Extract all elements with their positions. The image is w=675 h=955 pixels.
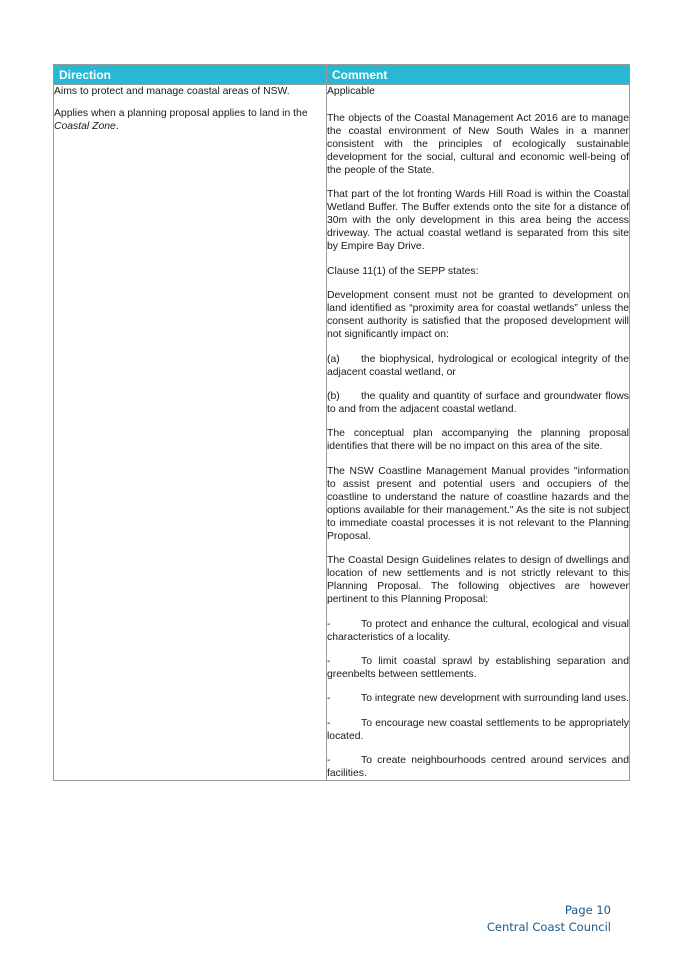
- dash-marker: -: [327, 655, 331, 667]
- objective-text: To limit coastal sprawl by establishing separation and greenbelts between settlements.: [327, 655, 629, 680]
- objective-item: [327, 754, 629, 780]
- page-number: Page 10: [564, 903, 611, 917]
- comment-consent: Development consent must not be granted to development on land identified as “proximity area for coastal wetlands” unless the consent authority is satisfied that the proposed development will not significantly impact on:: [327, 290, 629, 341]
- objective-item: [327, 655, 629, 681]
- comment-conceptual-plan: The conceptual plan accompanying the planning proposal identifies that there will be no impact on this area of the site.: [327, 428, 629, 453]
- item-b-marker: (b): [327, 390, 340, 402]
- objective-text: To integrate new development with surrounding land uses.: [361, 693, 630, 705]
- table-header-row: [54, 65, 630, 85]
- objective-text: To protect and enhance the cultural, ecological and visual characteristics of a locality.: [327, 618, 629, 643]
- direction-applies-text: Applies when a planning proposal applies to land in the: [54, 108, 308, 119]
- dash-marker: -: [327, 693, 331, 705]
- comment-design-guidelines: The Coastal Design Guidelines relates to design of dwellings and location of new settlements and is not strictly relevant to this Planning Proposal. The following objectives are however pertinent to this Planning Proposal:: [327, 555, 629, 606]
- comment-clause: Clause 11(1) of the SEPP states:: [327, 265, 479, 277]
- comment-coastline-manual: The NSW Coastline Management Manual provides "information to assist present and potential users and occupiers of the coastline to understand the nature of coastline hazards and the options available for their management." As the site is not subject to immediate coastal processes it is not relevant to the Planning Proposal.: [327, 465, 629, 542]
- comment-applicable: Applicable: [327, 86, 375, 97]
- direction-comment-table: [53, 64, 630, 781]
- direction-applies: [54, 107, 326, 133]
- direction-applies-end: .: [115, 121, 119, 132]
- item-b-text: the quality and quantity of surface and groundwater flows to and from the adjacent coastal wetland.: [327, 390, 629, 415]
- direction-cell: [54, 85, 327, 781]
- dash-marker: -: [327, 618, 331, 630]
- comment-objects: The objects of the Coastal Management Act 2016 are to manage the coastal environment of New South Wales in a manner consistent with the principles of ecologically sustainable development for the social, cultural and economic well-being of the people of the State.: [327, 113, 629, 176]
- objective-text: To encourage new coastal settlements to be appropriately located.: [327, 717, 629, 742]
- organisation-name: Central Coast Council: [486, 920, 611, 934]
- comment-wetland-buffer: That part of the lot fronting Wards Hill Road is within the Coastal Wetland Buffer. The Buffer extends onto the site for a distance of 30m with the only development in this area being the access driveway. The actual coastal wetland is separated from this site by Empire Bay Drive.: [327, 189, 629, 253]
- objective-item: [327, 618, 629, 644]
- header-comment: Comment: [327, 65, 630, 85]
- direction-aims: Aims to protect and manage coastal areas of NSW.: [54, 86, 290, 97]
- comment-item-b: [327, 390, 629, 416]
- objective-item: [327, 717, 629, 743]
- item-a-marker: (a): [327, 353, 340, 365]
- header-direction: Direction: [54, 65, 327, 85]
- coastal-zone-term: Coastal Zone: [54, 121, 116, 132]
- dash-marker: -: [327, 755, 331, 767]
- comment-item-a: [327, 353, 629, 379]
- objective-text: To create neighbourhoods centred around services and facilities.: [327, 755, 629, 780]
- dash-marker: -: [327, 717, 331, 729]
- objective-item: [327, 692, 629, 705]
- item-a-text: the biophysical, hydrological or ecological integrity of the adjacent coastal wetland, or: [327, 353, 629, 378]
- comment-cell: [327, 85, 630, 781]
- table-row: [54, 85, 630, 781]
